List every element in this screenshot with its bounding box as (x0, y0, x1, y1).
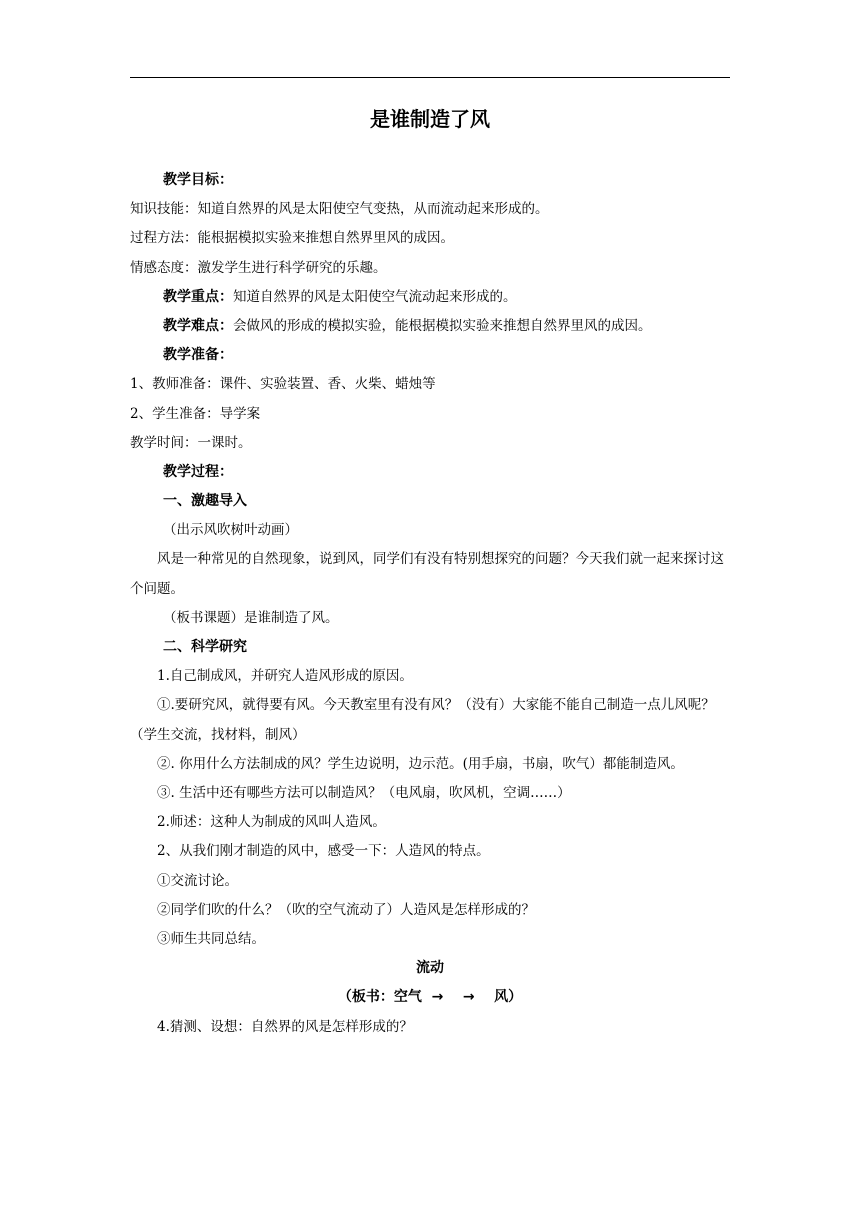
paragraph: ①.要研究风，就得要有风。今天教室里有没有风？（没有）大家能不能自己制造一点儿风呢？（学生交流，找材料，制风） (130, 697, 715, 743)
heading-label: 教学准备： (163, 347, 233, 364)
section-heading (130, 166, 730, 195)
text-line: ②同学们吹的什么？（吹的空气流动了）人造风是怎样形成的？ (157, 901, 535, 918)
document-body (130, 166, 730, 1042)
text-line: 2.师述：这种人为制成的风叫人造风。 (157, 814, 386, 831)
text-line: ①交流讨论。 (157, 872, 238, 889)
document-title: 是谁制造了风 (370, 107, 490, 131)
text-line: 2、从我们刚才制造的风中，感受一下：人造风的特点。 (157, 843, 490, 860)
text-line: 2、学生准备：导学案 (130, 405, 261, 422)
text-line: ③师生共同总结。 (157, 930, 265, 947)
text-line: （板书课题）是谁制造了风。 (163, 609, 339, 626)
paragraph: 风是一种常见的自然现象，说到风，同学们有没有特别想探究的问题？今天我们就一起来探讨这个问题。 (130, 551, 724, 597)
text-line: 过程方法：能根据模拟实验来推想自然界里风的成因。 (130, 230, 454, 247)
section-heading (130, 283, 730, 312)
heading-label: 教学目标： (163, 172, 233, 188)
section-heading (130, 487, 730, 516)
section-heading (130, 341, 730, 370)
heading-text: 知道自然界的风是太阳使空气流动起来形成的。 (233, 288, 517, 305)
text-line: （出示风吹树叶动画） (163, 522, 298, 539)
text-line: 知识技能：知道自然界的风是太阳使空气变热，从而流动起来形成的。 (130, 201, 549, 218)
text-line: 1、教师准备：课件、实验装置、香、火柴、蜡烛等 (130, 376, 436, 393)
text-line: 4.猜测、设想：自然界的风是怎样形成的？ (157, 1018, 413, 1035)
heading-text: 会做风的形成的模拟实验，能根据模拟实验来推想自然界里风的成因。 (233, 317, 652, 334)
heading-label: 教学重点： (163, 288, 233, 305)
paragraph: ②. 你用什么方法制成的风？学生边说明，边示范。(用手扇，书扇，吹气）都能制造风。 (157, 755, 684, 772)
header-rule (130, 77, 730, 78)
heading-label: 一、激趣导入 (163, 493, 247, 510)
board-note: （板书：空气 → → 风） (337, 989, 523, 1006)
text-line: 教学时间：一课时。 (130, 434, 252, 451)
text-line: ③. 生活中还有哪些方法可以制造风？（电风扇，吹风机，空调……） (157, 785, 571, 802)
heading-label: 教学过程： (163, 463, 233, 480)
heading-label: 二、科学研究 (163, 639, 247, 656)
section-heading (130, 458, 730, 487)
heading-label: 教学难点： (163, 317, 233, 334)
text-line: 1.自己制成风，并研究人造风形成的原因。 (157, 668, 413, 685)
board-note: 流动 (416, 960, 444, 977)
section-heading (130, 633, 730, 662)
section-heading (130, 312, 730, 341)
text-line: 情感态度：激发学生进行科学研究的乐趣。 (130, 259, 387, 276)
